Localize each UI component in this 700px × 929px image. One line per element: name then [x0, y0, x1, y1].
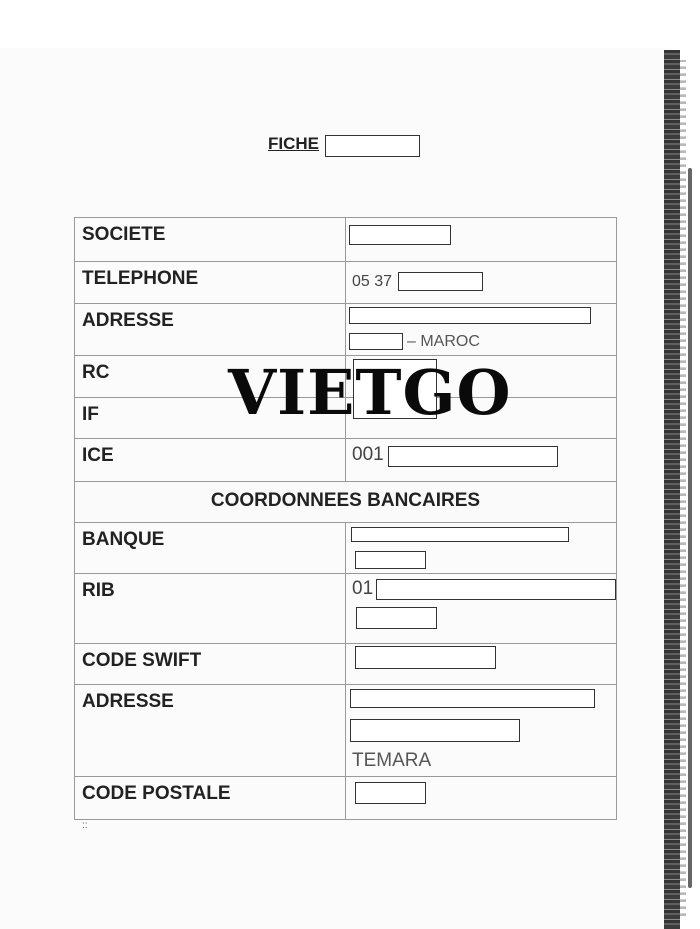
label-telephone: TELEPHONE	[75, 262, 346, 304]
label-rib: RIB	[75, 574, 346, 644]
rib-prefix: 01	[352, 578, 374, 599]
redaction-box	[350, 719, 520, 742]
top-margin	[0, 0, 700, 48]
label-societe: SOCIETE	[75, 218, 346, 262]
redaction-box	[388, 446, 558, 467]
document-title	[268, 134, 319, 154]
adresse-banque-city: TEMARA	[352, 750, 432, 771]
table-row	[75, 262, 617, 304]
table-row	[75, 644, 617, 685]
redaction-box	[376, 579, 616, 600]
redaction-box-title	[325, 135, 420, 157]
redaction-box	[349, 225, 451, 245]
label-swift: CODE SWIFT	[75, 644, 346, 685]
label-banque: BANQUE	[75, 523, 346, 574]
redaction-box	[351, 527, 569, 542]
telephone-prefix: 05 37	[352, 273, 393, 290]
watermark: VIETGO	[228, 356, 512, 429]
label-code-postale: CODE POSTALE	[75, 777, 346, 820]
scan-edge-noise	[680, 60, 686, 920]
label-adresse: ADRESSE	[75, 304, 346, 356]
adresse-country: – MAROC	[407, 333, 480, 350]
label-if: IF	[75, 398, 346, 439]
redaction-box	[355, 782, 426, 804]
title-text: FICHE	[268, 134, 319, 153]
label-ice: ICE	[75, 439, 346, 482]
ice-prefix: 001	[352, 444, 384, 465]
vertical-scrollbar[interactable]	[688, 168, 692, 888]
redaction-box	[350, 689, 595, 708]
table-row	[75, 218, 617, 262]
footer-mark: ::	[82, 820, 88, 831]
label-adresse-banque: ADRESSE	[75, 685, 346, 777]
section-heading-bank: COORDONNEES BANCAIRES	[75, 482, 617, 523]
redaction-box	[398, 272, 483, 291]
redaction-box	[356, 607, 437, 629]
scan-edge-shadow	[664, 50, 680, 929]
redaction-box	[349, 333, 403, 350]
table-row	[75, 777, 617, 820]
table-row	[75, 482, 617, 523]
redaction-box	[349, 307, 591, 324]
label-rc: RC	[75, 356, 346, 398]
redaction-box	[355, 551, 426, 569]
redaction-box	[355, 646, 496, 669]
